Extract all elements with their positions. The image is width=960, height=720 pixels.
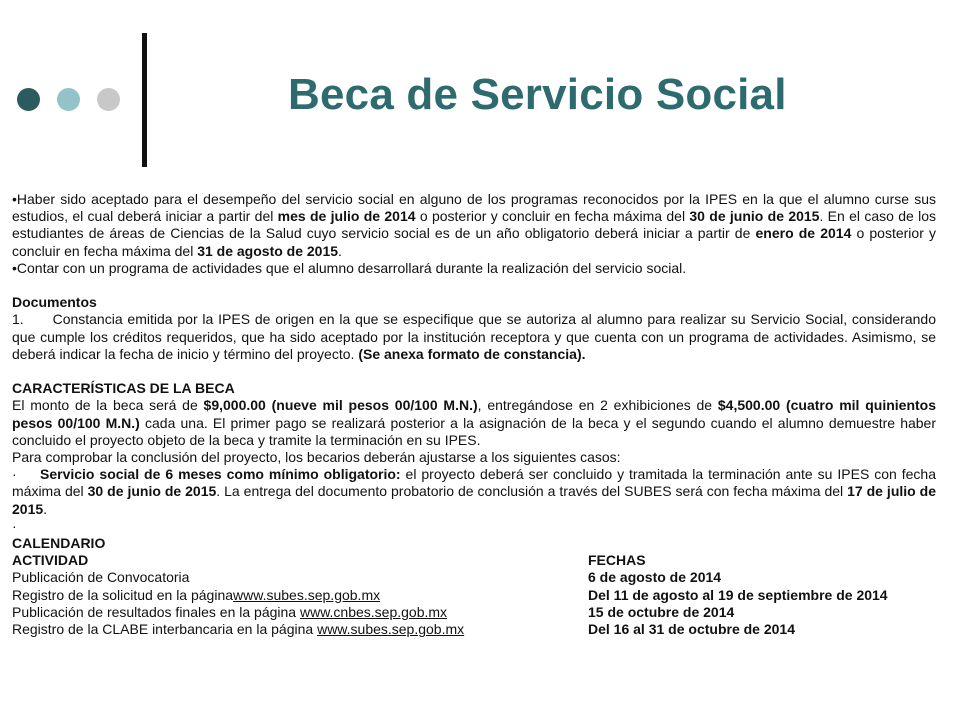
servicio-case-paragraph: · Servicio social de 6 meses como mínimo obligatorio: el proyecto deberá ser concluido y tramitada la terminación ante su IPES con fecha máxima del 30 de junio de 2015. La entrega del documento probatorio de conclusión a través del SUBES será con fecha máxima del 17 de julio de 2015. — [12, 466, 936, 517]
documento-1: 1. Constancia emitida por la IPES de origen en la que se especifique que se autoriza al alumno para realizar su Servicio Social, considerando que cumple los créditos requeridos, que ha sido aceptado por la institución receptora y que cuenta con un programa de actividades. Asimismo, se deberá indicar la fecha de inicio y término del proyecto. (Se anexa formato de constancia). — [12, 311, 936, 362]
calendar-date: 15 de octubre de 2014 — [588, 603, 735, 620]
cnbes-link[interactable]: www.cnbes.sep.gob.mx — [299, 603, 448, 620]
decorative-dot-dark — [17, 88, 40, 111]
page-title: Beca de Servicio Social — [288, 70, 787, 119]
monto-paragraph: El monto de la beca será de $9,000.00 (nueve mil pesos 00/100 M.N.), entregándose en 2 exhibiciones de $4,500.00 (cuatro mil quinientos pesos 00/100 M.N.) cada una. El primer pago se realizará posterior a la asignación de la beca y el segundo cuando el alumno demuestre haber concluido el proyecto objeto de la beca y tramite la terminación en su IPES. — [12, 397, 936, 448]
calendar-activity: Publicación de resultados finales en la página www.cnbes.sep.gob.mx — [12, 603, 448, 620]
title-divider — [142, 33, 147, 167]
calendar-date: Del 11 de agosto al 19 de septiembre de 2014 — [588, 586, 888, 603]
comprobar-paragraph: Para comprobar la conclusión del proyecto, los becarios deberán ajustarse a los siguientes casos: — [12, 449, 621, 466]
calendar-row — [12, 621, 936, 638]
subes-link[interactable]: www.subes.sep.gob.mx — [317, 620, 465, 637]
calendar-header-row — [12, 552, 936, 569]
main-content — [12, 191, 936, 638]
calendario-heading: CALENDARIO — [12, 535, 106, 552]
documentos-heading: Documentos — [12, 294, 97, 311]
calendar-activity: Registro de la CLABE interbancaria en la página www.subes.sep.gob.mx — [12, 620, 465, 637]
calendar-date: 6 de agosto de 2014 — [588, 569, 722, 586]
calendar-row — [12, 587, 936, 604]
stray-dot: · — [12, 517, 17, 534]
spacer — [12, 363, 936, 380]
calendar-date: Del 16 al 31 de octubre de 2014 — [588, 620, 795, 637]
requirement-1: •Haber sido aceptado para el desempeño del servicio social en alguno de los programas reconocidos por la IPES en la que el alumno curse sus estudios, el cual deberá iniciar a partir del mes de julio de 2014 o posterior y concluir en fecha máxima del 30 de junio de 2015. En el caso de los estudiantes de áreas de Ciencias de la Salud cuyo servicio social es de un año obligatorio deberá iniciar a partir de enero de 2014 o posterior y concluir en fecha máxima del 31 de agosto de 2015. — [12, 191, 936, 259]
calendar-activity: Registro de la solicitud en la páginawww.subes.sep.gob.mx — [12, 586, 381, 603]
subes-link[interactable]: www.subes.sep.gob.mx — [233, 586, 381, 603]
requirement-2: •Contar con un programa de actividades que el alumno desarrollará durante la realización del servicio social. — [12, 259, 687, 276]
decorative-dot-gray — [97, 88, 120, 111]
decorative-dot-light — [57, 88, 80, 111]
calendar-row — [12, 604, 936, 621]
col-actividad: ACTIVIDAD — [12, 552, 89, 569]
spacer — [12, 277, 936, 294]
calendar-row — [12, 569, 936, 586]
caracteristicas-heading: CARACTERÍSTICAS DE LA BECA — [12, 380, 235, 397]
col-fechas: FECHAS — [588, 552, 646, 569]
calendar-activity: Publicación de Convocatoria — [12, 569, 190, 586]
